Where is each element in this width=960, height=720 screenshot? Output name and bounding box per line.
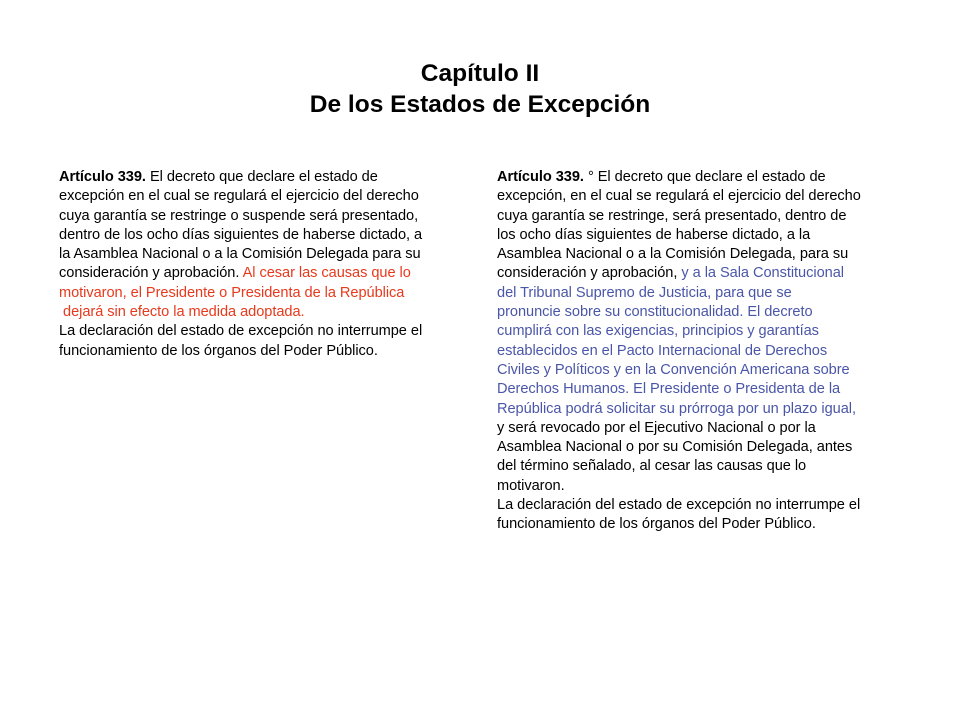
article-text-segment: funcionamiento de los órganos del Poder Público. — [59, 342, 378, 359]
article-text-segment: la Asamblea Nacional o a la Comisión Delegada para su — [59, 246, 421, 263]
added-text-segment: establecidos en el Pacto Internacional de Derechos — [497, 342, 828, 359]
removed-text-segment: Al cesar las causas que lo — [242, 265, 411, 282]
added-text-segment: del Tribunal Supremo de Justicia, para que se — [497, 284, 792, 301]
article-heading: Artículo 339. — [497, 169, 584, 185]
article-line — [497, 477, 907, 496]
added-text-segment: cumplirá con las exigencias, principios y garantías — [497, 323, 819, 340]
article-line — [497, 168, 907, 187]
article-text-segment: La declaración del estado de excepción no interrumpe el — [497, 497, 861, 514]
article-line — [497, 207, 907, 226]
article-line — [59, 226, 469, 245]
added-text-segment: y a la Sala Constitucional — [681, 265, 844, 282]
chapter-name: De los Estados de Excepción — [309, 91, 651, 118]
removed-text-segment: motivaron, el Presidente o Presidenta de la República — [59, 284, 405, 301]
article-line — [59, 207, 469, 226]
right-article-column — [497, 168, 907, 535]
added-text-segment: pronuncie sobre su constitucionalidad. El decreto — [497, 304, 813, 321]
article-text-segment: los ocho días siguientes de haberse dictado, a la — [497, 226, 811, 243]
added-text-segment: República podrá solicitar su prórroga por un plazo igual, — [497, 400, 856, 417]
chapter-number: Capítulo II — [420, 60, 540, 87]
article-text-segment: El decreto que declare el estado de — [145, 169, 378, 185]
article-line — [497, 380, 907, 399]
article-line — [497, 457, 907, 476]
article-text-segment: cuya garantía se restringe o suspende será presentado, — [59, 207, 419, 224]
article-line — [59, 187, 469, 206]
removed-text-segment: dejará sin efecto la medida adoptada. — [59, 304, 305, 321]
article-line — [497, 322, 907, 341]
article-line — [497, 187, 907, 206]
article-line — [497, 342, 907, 361]
article-line — [497, 496, 907, 515]
article-text-segment: ° El decreto que declare el estado de — [583, 169, 826, 185]
article-line — [59, 245, 469, 264]
article-text-segment: dentro de los ocho días siguientes de haberse dictado, a — [59, 226, 423, 243]
article-line — [59, 284, 469, 303]
added-text-segment: Derechos Humanos. El Presidente o Presidenta de la — [497, 381, 841, 398]
article-line — [497, 226, 907, 245]
left-article-column — [59, 168, 469, 361]
article-line — [497, 361, 907, 380]
article-line — [59, 168, 469, 187]
article-line — [59, 342, 469, 361]
article-text-segment: Asamblea Nacional o por su Comisión Delegada, antes — [497, 439, 853, 456]
article-text-segment: excepción en el cual se regulará el ejercicio del derecho — [59, 188, 419, 205]
article-text-segment: funcionamiento de los órganos del Poder Público. — [497, 516, 816, 533]
article-line — [59, 322, 469, 341]
article-line — [497, 264, 907, 283]
article-text-segment: La declaración del estado de excepción no interrumpe el — [59, 323, 423, 340]
article-line — [59, 264, 469, 283]
article-line — [497, 419, 907, 438]
article-line — [497, 284, 907, 303]
article-text-segment: y será revocado por el Ejecutivo Nacional o por la — [497, 419, 816, 436]
added-text-segment: Civiles y Políticos y en la Convención Americana sobre — [497, 361, 850, 378]
page-title — [0, 58, 960, 120]
article-line — [497, 515, 907, 534]
article-line — [59, 303, 469, 322]
article-text-segment: motivaron. — [497, 477, 565, 494]
article-text-segment: del término señalado, al cesar las causas que lo — [497, 458, 807, 475]
article-text-segment: Asamblea Nacional o a la Comisión Delegada, para su — [497, 246, 849, 263]
article-text-segment: cuya garantía se restringe, será presentado, dentro de — [497, 207, 847, 224]
article-text-segment: consideración y aprobación. — [59, 265, 243, 282]
article-line — [497, 303, 907, 322]
article-text-segment: consideración y aprobación, — [497, 265, 682, 282]
article-text-segment: excepción, en el cual se regulará el ejercicio del derecho — [497, 188, 861, 205]
article-line — [497, 400, 907, 419]
article-line — [497, 245, 907, 264]
article-line — [497, 438, 907, 457]
article-heading: Artículo 339. — [59, 169, 146, 185]
